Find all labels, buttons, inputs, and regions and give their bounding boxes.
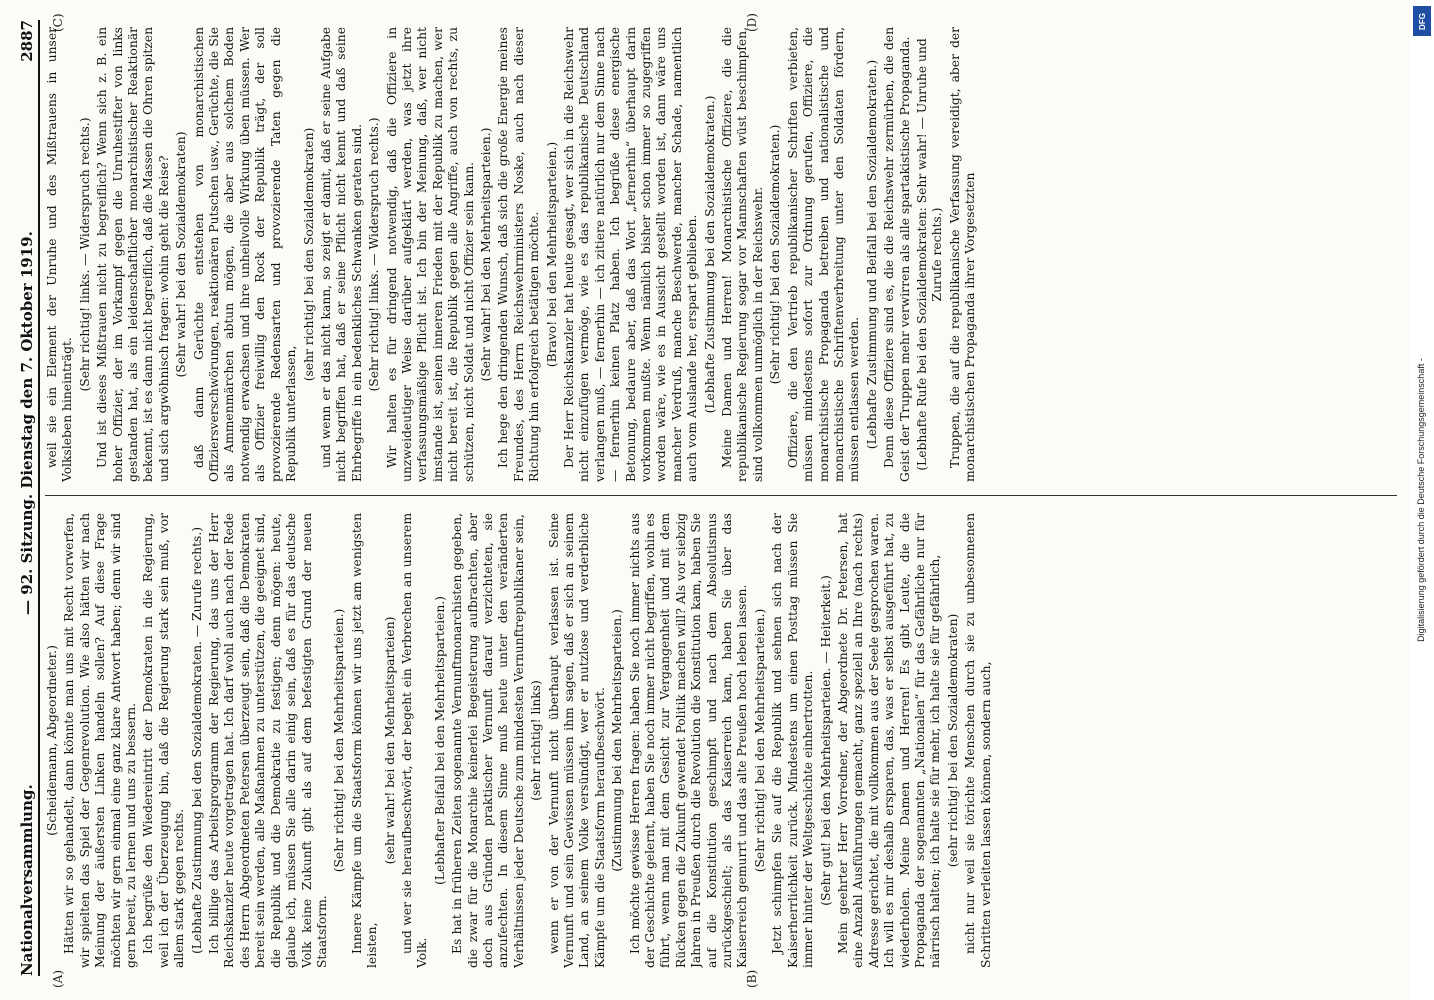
paragraph: Ich begrüße den Wiedereintritt der Demokraten in die Regierung, weil ich der Überzeugung bin, daß die Regierung stark sein muß, vor allem stark gegen rechts. [141, 513, 187, 968]
paragraph: Jetzt schimpfen Sie auf die Republik und sehnen sich nach der Kaiserherrlichkeit zurück. Mindestens um einen Posttag müssen Sie immer hinter der Weltgeschichte einhertrotten. [770, 513, 816, 968]
paragraph: (Sehr wahr! bei den Sozialdemokraten) [174, 131, 189, 378]
paragraph: Mein geehrter Herr Vorredner, der Abgeordnete Dr. Petersen, hat eine Anzahl Ausführungen gemacht, ganz speziell an Ihre (nach rechts) Adresse gerichtet, die mit vollkommen aus der Seele gesprochen waren. Ich will es mir deshalb ersparen, das, was er selbst ausgeführt hat, zu wiederholen. Meine Damen und Herren! Es gibt Leute, die die Propaganda der sogenannten „Nationalen“ für das Gefährliche nur für närrisch halten; ich halte sie für mehr, ich halte sie für gefährlich, [835, 513, 943, 968]
paragraph: (Scheidemann, Abgeordneter.) [45, 645, 59, 836]
column-divider [45, 495, 1397, 496]
margin-marker-d: (D) [745, 13, 759, 32]
dfg-logo [1413, 6, 1431, 36]
paragraph: (Lebhafte Zustimmung bei den Sozialdemokraten. — Zurufe rechts.) [189, 526, 204, 955]
paragraph: Ich möchte gewisse Herren fragen: haben Sie noch immer nichts aus der Geschichte gelernt, haben Sie noch immer nicht begriffen, wohin es führt, wenn man mit dem Gesicht zur Vergangenheit und mit dem Rücken gegen die Zukunft gewendet Politik machen will? Als vor siebzig Jahren in Preußen durch die Revolution die Konstitution kam, haben Sie auf die Konstitution geschimpft und nach dem Absolutismus zurückgeschielt; als das Kaiserreich kam, haben Sie über das Kaiserreich gemurrt und das alte Preußen hoch leben lassen. [627, 513, 750, 968]
page-header [11, 20, 40, 976]
paragraph: Meine Damen und Herren! Monarchistische Offiziere, die die republikanische Regierung sogar vor Mannschaften wüst beschimpfen, sind vollkommen unmöglich in der Reichswehr. [720, 27, 765, 482]
paragraph: (sehr richtig! bei den Sozialdemokraten) [945, 613, 960, 868]
paragraph: Ich billige das Arbeitsprogramm der Regierung, das uns der Herr Reichskanzler heute vorgetragen hat. Ich darf wohl auch nach der Rede des Herrn Abgeordneten Petersen überzeugt sein, daß die Demokraten bereit sein werden, alle Maßnahmen zu unterstützen, die geeignet sind, die Republik und die Demokratie zu festigen; denn mögen: heute, glaube ich, müssen Sie alle darin einig sein, daß es für das deutsche Volk keine Zukunft gibt als auf dem befestigten Grund der neuen Staatsform. [207, 513, 329, 968]
margin-marker-a: (A) [51, 969, 65, 988]
paragraph: (Sehr wahr! bei den Mehrheitsparteien.) [478, 127, 493, 382]
header-session: — 92. Sitzung. Dienstag den 7. Oktober 1919. [17, 231, 36, 615]
paragraph: Und ist dieses Mißtrauen nicht zu begreiflich? Wenn sich z. B. ein hoher Offizier, der im Vorkampf gegen die Unruhestifter von links gestanden hat, als ein leidenschaftlicher monarchistischer Reaktionär bekennt, ist es dann nicht begreiflich, daß die Massen die Ohren spitzen und sich argwöhnisch fragen: wohin geht die Reise? [95, 27, 171, 482]
right-text-column [45, 27, 1397, 482]
digitization-note [1410, 0, 1432, 1000]
paragraph: (Lebhafter Beifall bei den Mehrheitsparteien.) [432, 596, 447, 885]
paragraph: (Sehr gut! bei den Mehrheitsparteien. — Heiterkeit.) [818, 575, 833, 906]
paragraph: (Sehr richtig! links. — Widerspruch rechts.) [367, 117, 382, 392]
margin-marker-c: (C) [51, 13, 65, 32]
paragraph: Ich hege den dringenden Wunsch, daß sich die große Energie meines Freundes, des Herrn Reichswehrministers Noske, auch nach dieser Richtung hin erfolgreich betätigen möchte. [496, 27, 542, 482]
paragraph: (sehr richtig! bei den Sozialdemokraten) [301, 127, 316, 382]
margin-marker-b: (B) [745, 969, 759, 988]
paragraph: nicht nur weil sie törichte Menschen durch sie zu unbesonnenen Schritten verleiten lassen können, sondern auch, [963, 513, 993, 968]
header-title: Nationalversammlung. [17, 784, 36, 976]
paragraph: Innere Kämpfe um die Staatsform können wir uns jetzt am wenigsten leisten, [349, 513, 380, 968]
paragraph: (Sehr richtig! bei den Sozialdemokraten.) [768, 124, 783, 385]
paragraph: (Lebhafte Zustimmung bei den Sozialdemokraten.) [702, 95, 717, 414]
digitization-credit: Digitalisierung gefördert durch die Deutsche Forschungsgemeinschaft - [1416, 358, 1426, 642]
paragraph: (Sehr richtig! bei den Mehrheitsparteien.) [332, 608, 347, 873]
paragraph: (Zustimmung bei den Mehrheitsparteien.) [610, 609, 625, 872]
paragraph: (Bravo! bei den Mehrheitsparteien.) [544, 141, 559, 368]
paragraph: (Sehr richtig! bei den Mehrheitsparteien.) [752, 608, 767, 873]
paragraph: Denn diese Offiziere sind es, die die Reichswehr zermürben, die den Geist der Truppen mehr verwirren als alle spartakistische Propaganda. [882, 27, 912, 482]
paragraph: und wenn er das nicht kann, so zeigt er damit, daß er seine Aufgabe nicht begriffen hat, daß er seine Pflicht nicht kennt und daß seine Ehrbegriffe in ein bedenkliches Schwanken geraten sind. [318, 27, 364, 482]
paragraph: Wir halten es für dringend notwendig, daß die Offiziere in unzweideutiger Weise darüber aufgeklärt werden, was jetzt ihre verfassungsmäßige Pflicht ist. Ich bin der Meinung, daß, wer nicht imstande ist, seinen inneren Frieden mit der Republik zu machen, wer nicht bereit ist, die Republik gegen alle Angriffe, auch von rechts, zu schützen, nicht Soldat und nicht Offizier sein kann. [384, 27, 476, 482]
paragraph: daß dann Gerüchte entstehen von monarchistischen Offiziersverschwörungen, reaktionären Putschen usw., Gerüchte, die Sie als Ammenmärchen abtun mögen, die aber aus solchem Boden notwendig erwachsen und ihre unheilvolle Wirkung üben müssen. Wer als Offizier freiwillig den Rock der Republik trägt, der soll provozierende Redensarten und provozierende Taten gegen die Republik unterlassen, [191, 27, 299, 482]
paragraph: Truppen, die auf die republikanische Verfassung vereidigt, aber der monarchistischen Propaganda ihrer Vorgesetzten [947, 27, 978, 482]
paragraph: Der Herr Reichskanzler hat heute gesagt, wer sich in die Reichswehr nicht einzufügen vermöge, wie es das republikanische Deutschland verlangen muß, — fernerhin — ich zitiere natürlich nur dem Sinne nach — fernerhin keinen Platz haben. Ich begrüße diese energische Betonung, bedaure aber, daß das Wort „fernerhin“ überhaupt darin vorkommen mußte. Wenn nämlich bisher schon immer so zugegriffen worden wäre, wie es in Aussicht gestellt worden ist, dann wäre uns mancher Verdruß, manche Beschwerde, mancher Schade, namentlich auch vom Auslande her, erspart geblieben. [562, 27, 700, 482]
dfg-logo-text: DFG [1417, 12, 1427, 30]
paragraph: Hätten wir so gehandelt, dann könnte man uns mit Recht vorwerfen, wir spielten das Spiel der Gegenrevolution. Wie also hätten wir nach Meinung der äußersten Linken handeln sollen? Auf diese Frage möchten wir gern einmal eine ganz klare Antwort haben; denn wir sind gern bereit, zu lernen und uns zu bessern. [62, 513, 139, 968]
paragraph: wenn er von der Vernunft nicht überhaupt verlassen ist. Seine Vernunft und sein Gewissen müssen ihm sagen, daß er sich an seinem Land, an seinem Volke versündigt, wer er nutzlose und verderbliche Kämpfe um die Staatsform heraufbeschwört. [546, 513, 607, 968]
paragraph: Es hat in früheren Zeiten sogenannte Vernunftmonarchisten gegeben, die zwar für die Monarchie keinerlei Begeisterung aufbrachten, aber doch aus Gründen praktischer Vernunft darauf verzichteten, sie anzufechten. In diesem Sinne muß heute unter den veränderten Verhältnissen jeder Deutsche zum mindesten Vernunftrepublikaner sein, [450, 513, 526, 968]
paragraph: (Lebhafte Rufe bei den Sozialdemokraten: Sehr wahr! — Unruhe und Zurufe rechts.) [914, 38, 945, 471]
paragraph: (Lebhafte Zustimmung und Beifall bei den Sozialdemokraten.) [864, 59, 879, 450]
left-text-column [45, 513, 1397, 968]
document-page [5, 10, 1405, 990]
paragraph: (sehr wahr! bei den Mehrheitsparteien) [382, 616, 397, 865]
paragraph: (Sehr richtig! links. — Widerspruch rechts.) [77, 117, 92, 392]
paragraph: und wer sie heraufbeschwört, der begeht ein Verbrechen an unserem Volk. [399, 513, 430, 968]
paragraph: weil sie ein Element der Unruhe und des Mißtrauens in unser Volksleben hineinträgt. [45, 27, 75, 482]
page-number: 2887 [17, 20, 36, 62]
paragraph: (sehr richtig! links) [529, 680, 544, 801]
paragraph: Offiziere, die den Vertrieb republikanischer Schriften verbieten, müssen mindestens sofort zur Ordnung gerufen, Offiziere, die monarchistische Propaganda betreiben und nationalistische und monarchistische Schriftenverbreitung unter den Soldaten fördern, müssen entlassen werden. [785, 27, 862, 482]
